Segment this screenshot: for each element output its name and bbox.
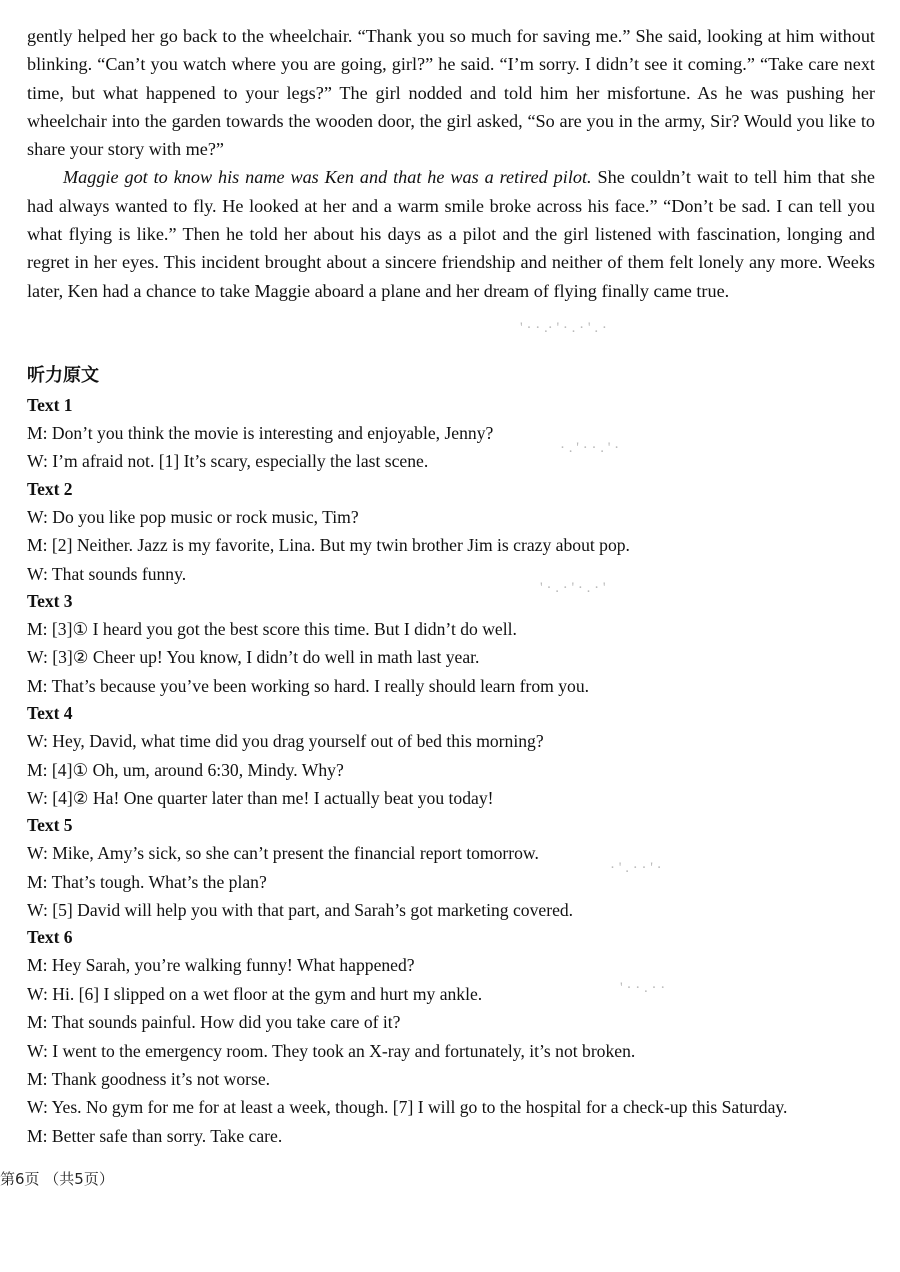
story-paragraph-2 [27,163,875,304]
text-title: Text 2 [27,478,73,499]
dialog-line: M: [2] Neither. Jazz is my favorite, Lina. But my twin brother Jim is crazy about pop. [27,535,630,556]
section-title: 听力原文 [27,365,99,386]
dialog-line: M: [3]① I heard you got the best score this time. But I didn’t do well. [27,618,517,639]
text-block-3 [27,588,875,700]
text-block-1 [27,392,875,476]
text-block-2 [27,476,875,588]
dialog-line: M: Thank goodness it’s not worse. [27,1069,271,1090]
dialog-line: W: Hi. [6] I slipped on a wet floor at the gym and hurt my ankle. [27,983,483,1004]
text-block-5 [27,812,875,924]
story-paragraph-2-text: She couldn’t wait to tell him that she had always wanted to fly. He looked at her and a warm smile broke across his face.” “Don’t be sad. I can tell you what flying is like.” Then he told her about his days as a pilot and the girl listened with fascination, longing and regret in her eyes. This incident brought about a sincere friendship and neither of them felt lonely any more. Weeks later, Ken had a chance to take Maggie aboard a plane and her dream of flying finally came true. [27,167,875,301]
dialog-line: W: I went to the emergency room. They took an X-ray and fortunately, it’s not broken. [27,1040,636,1061]
text-title: Text 4 [27,703,73,724]
dialog-line: M: Better safe than sorry. Take care. [27,1125,283,1146]
page-number: 第6页 （共5页） [0,1170,114,1188]
dialog-line: W: [4]② Ha! One quarter later than me! I actually beat you today! [27,787,494,808]
story-paragraph-1: gently helped her go back to the wheelchair. “Thank you so much for saving me.” She said, looking at him without blinking. “Can’t you watch where you are going, girl?” he said. “I’m sorry. I didn’t see it coming.” “Take care next time, but what happened to your legs?” The girl nodded and told him her misfortune. As he was pushing her wheelchair into the garden towards the wooden door, the girl asked, “So are you in the army, Sir? Would you like to share your story with me?” [27,26,875,160]
dialog-line: W: Do you like pop music or rock music, Tim? [27,506,359,527]
dialog-line: W: Yes. No gym for me for at least a week, though. [7] I will go to the hospital for a check-up this Saturday. [27,1097,788,1118]
dialog-line: W: Hey, David, what time did you drag yourself out of bed this morning? [27,731,544,752]
text-block-4 [27,700,875,812]
dialog-line: W: I’m afraid not. [1] It’s scary, especially the last scene. [27,451,429,472]
text-title: Text 5 [27,815,73,836]
dialog-line: M: That sounds painful. How did you take care of it? [27,1012,401,1033]
dialog-line: M: Hey Sarah, you’re walking funny! What happened? [27,955,415,976]
dialog-line: W: That sounds funny. [27,563,187,584]
dialog-line: W: [5] David will help you with that part, and Sarah’s got marketing covered. [27,900,574,921]
document-page: ' · · .· ' · . · ' . · · . ' · · . ' · ' · . · ' · . · ' · ' . · · ' · ' · · . · · gently helped her go back to the wheelchair. “Thank you so much for saving me.” She said, looking at him without blinking. “Can’t you watch where you are going, girl?” he said. “I’m sorry. I didn’t see it coming.” “Take care next time, but what happened to your legs?” The girl nodded and told him her misfortune. As he was pushing her wheelchair into the garden towards the wooden door, the girl asked, “So are you in the army, Sir? Would you like to share your story with me?” Maggie got to know his name was Ken and that he was a retired pilot. She couldn’t wait to tell him that she had always wanted to fly. He looked at her and a warm smile broke across his face.” “Don’t be sad. I can tell you what flying is like.” Then he told her about his days as a pilot and the girl listened with fascination, longing and regret in her eyes. This incident brought about a sincere friendship and neither of them felt lonely any more. Weeks later, Ken had a chance to take Maggie aboard a plane and her dream of flying finally came true. 听力原文 Text 1 M: Don’t you think the movie is interesting and enjoyable, Jenny? W: I’m afraid not. [1] It’s scary, especially the last scene. Text 2 W: Do you like pop music or rock music, Tim? M: [2] Neither. Jazz is my favorite, Lina. But my twin brother Jim is crazy about pop. W: That sounds funny. Text 3 M: [3]① I heard you got the best score this time. But I didn’t do well. W: [3]② Cheer up! You know, I didn’t do well in math last year. M: That’s because you’ve been working so hard. I really should learn from you. Text 4 W: Hey, David, what time did you drag yourself out of bed this morning? M: [4]① Oh, um, around 6:30, Mindy. Why? W: [4]② Ha! One quarter later than me! I actually beat you today! Text 5 W: Mike, Amy’s sick, so she can’t present the financial report tomorrow. M: That’s tough. What’s the plan? W: [5] David will help you with that part, and Sarah’s got marketing covered. Text 6 M: Hey Sarah, you’re walking funny! What happened? W: Hi. [6] I slipped on a wet floor at the gym and hurt my ankle. M: That sounds painful. How did you take care of it? W: I went to the emergency room. They took an X-ray and fortunately, it’s not broken. M: Thank goodness it’s not worse. W: Yes. No gym for me for at least a week, though. [7] I will go to the hospital for a check-up this Saturday. M: Better safe than sorry. Take care. 第6页 （共5页） [0,0,900,1272]
listening-script [27,360,875,1150]
story-continuation [27,22,875,305]
dialog-line: W: Mike, Amy’s sick, so she can’t present the financial report tomorrow. [27,843,539,864]
dialog-line: M: Don’t you think the movie is interesting and enjoyable, Jenny? [27,423,494,443]
text-block-6 [27,924,875,1150]
story-paragraph-2-italic: Maggie got to know his name was Ken and that he was a retired pilot. [63,167,592,188]
text-title: Text 6 [27,927,73,948]
dialog-line: W: [3]② Cheer up! You know, I didn’t do well in math last year. [27,647,480,668]
text-title: Text 3 [27,590,73,611]
dialog-line: M: That’s because you’ve been working so hard. I really should learn from you. [27,675,590,696]
dialog-line: M: [4]① Oh, um, around 6:30, Mindy. Why? [27,759,344,780]
dialog-line: M: That’s tough. What’s the plan? [27,871,267,892]
text-title: Text 1 [27,395,73,415]
